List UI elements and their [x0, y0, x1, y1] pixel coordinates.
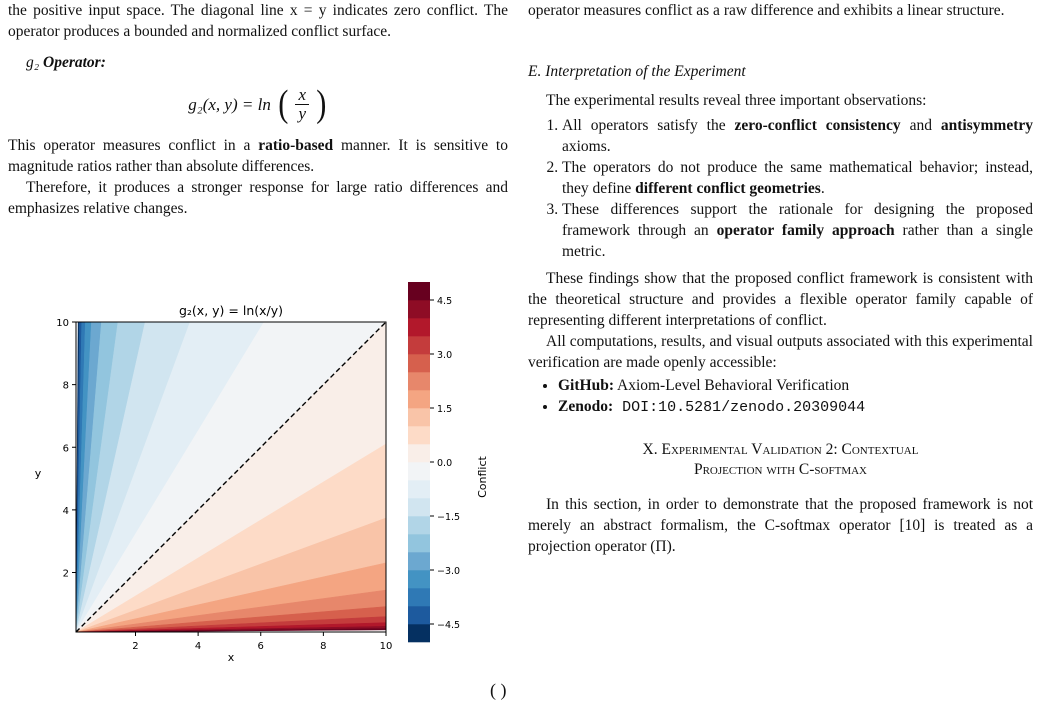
equation-fraction — [295, 86, 309, 123]
equation-lhs: g₂(x, y) = ln — [188, 94, 271, 114]
colorbar-segment — [408, 516, 430, 534]
x-tick-label: 4 — [194, 641, 202, 652]
colorbar-tick-label: 4.5 — [437, 296, 453, 307]
y-tick-label: 4 — [62, 505, 69, 517]
y-tick-label: 6 — [62, 443, 69, 455]
g2-heatmap-figure — [8, 278, 508, 678]
list-item: 2. The operators do not produce the same mathematical behavior; instead, they define different conflict geometries. — [562, 157, 1033, 199]
colorbar-segment — [408, 534, 430, 552]
colorbar-segment — [408, 372, 430, 390]
colorbar-segment — [408, 336, 430, 354]
list-item: 3. These differences support the rationale for designing the proposed framework through an operator family approach rather than a single metric. — [562, 199, 1033, 262]
therefore-paragraph: Therefore, it produces a stronger response for large ratio differences and emphasizes relative changes. — [8, 179, 508, 217]
colorbar-tick-label: −3.0 — [437, 566, 461, 577]
colorbar-tick-label: 0.0 — [437, 458, 453, 469]
findings-paragraph: These findings show that the proposed conflict framework is consistent with the theoretical structure and provides a flexible operator family capable of representing different interpretations of conflict. — [528, 270, 1033, 329]
left-column — [8, 0, 508, 219]
right-column — [528, 0, 1033, 557]
y-axis-label: y — [34, 467, 42, 480]
y-tick-label: 2 — [62, 568, 69, 580]
colorbar-segment — [408, 606, 430, 624]
x-axis-label: x — [227, 651, 235, 664]
x-tick-label: 8 — [320, 641, 327, 652]
intro-paragraph: the positive input space. The diagonal line x = y indicates zero conflict. The operator produces a bounded and normalized conflict surface. — [8, 2, 508, 40]
x-tick-label: 2 — [132, 641, 139, 652]
results-paragraph: The experimental results reveal three important observations: — [546, 92, 927, 109]
zenodo-link-item[interactable]: • Zenodo: DOI:10.5281/zenodo.20309044 — [558, 396, 1033, 418]
github-link-item[interactable]: • GitHub: Axiom-Level Behavioral Verification — [558, 375, 1033, 396]
operator-heading — [26, 52, 508, 73]
colorbar-label: Conflict — [476, 456, 489, 498]
operator-label: Operator: — [43, 54, 106, 71]
ratio-paragraph: This operator measures conflict in a ratio-based manner. It is sensitive to magnitude ratios rather than absolute differences. — [8, 137, 508, 175]
section-x-heading: X. Experimental Validation 2: Contextual Projection with C-softmax — [642, 441, 919, 478]
colorbar-segment — [408, 318, 430, 336]
colorbar-segment — [408, 390, 430, 408]
equation-numerator: x — [295, 86, 309, 105]
equation-denominator: y — [298, 103, 307, 123]
y-tick-label: 8 — [62, 380, 69, 392]
colorbar-segment — [408, 462, 430, 480]
colorbar-segment — [408, 282, 430, 300]
list-item: 1. All operators satisfy the zero-conflict consistency and antisymmetry axioms. — [562, 115, 1033, 157]
observations-list — [528, 115, 1033, 262]
colorbar-segment — [408, 552, 430, 570]
y-tick-label: 10 — [56, 318, 69, 329]
colorbar-segment — [408, 300, 430, 318]
partial-equation-fragment: ( ) — [490, 680, 507, 700]
top-paragraph: operator measures conflict as a raw difference and exhibits a linear structure. — [528, 2, 1005, 19]
g2-heatmap-chart — [8, 278, 508, 678]
colorbar-tick-label: −1.5 — [437, 512, 461, 523]
colorbar-segment — [408, 480, 430, 498]
section-e-title: E. Interpretation of the Experiment — [528, 63, 746, 80]
colorbar-segment — [408, 354, 430, 372]
colorbar-segment — [408, 498, 430, 516]
operator-symbol: g₂ — [26, 54, 40, 71]
links-list — [528, 375, 1033, 418]
colorbar-segment — [408, 408, 430, 426]
accessibility-paragraph: All computations, results, and visual outputs associated with this experimental verification are made openly accessible: — [528, 333, 1033, 371]
colorbar-tick-label: −4.5 — [437, 620, 461, 631]
x-tick-label: 6 — [257, 641, 264, 652]
colorbar-tick-label: 1.5 — [437, 404, 453, 415]
x-tick-label: 10 — [379, 641, 393, 652]
equation-g2: g₂(x, y) = ln ( $\frac{x}{y}$ ) — [188, 83, 327, 125]
last-paragraph: In this section, in order to demonstrate that the proposed framework is not merely an abstract formalism, the C-softmax operator [10] is treated as a projection operator (Π). — [528, 496, 1033, 555]
colorbar-segment — [408, 444, 430, 462]
colorbar-segment — [408, 624, 430, 642]
colorbar-tick-label: 3.0 — [437, 350, 453, 361]
chart-title: g₂(x, y) = ln(x/y) — [178, 303, 284, 318]
colorbar-segment — [408, 570, 430, 588]
colorbar-segment — [408, 588, 430, 606]
colorbar-segment — [408, 426, 430, 444]
